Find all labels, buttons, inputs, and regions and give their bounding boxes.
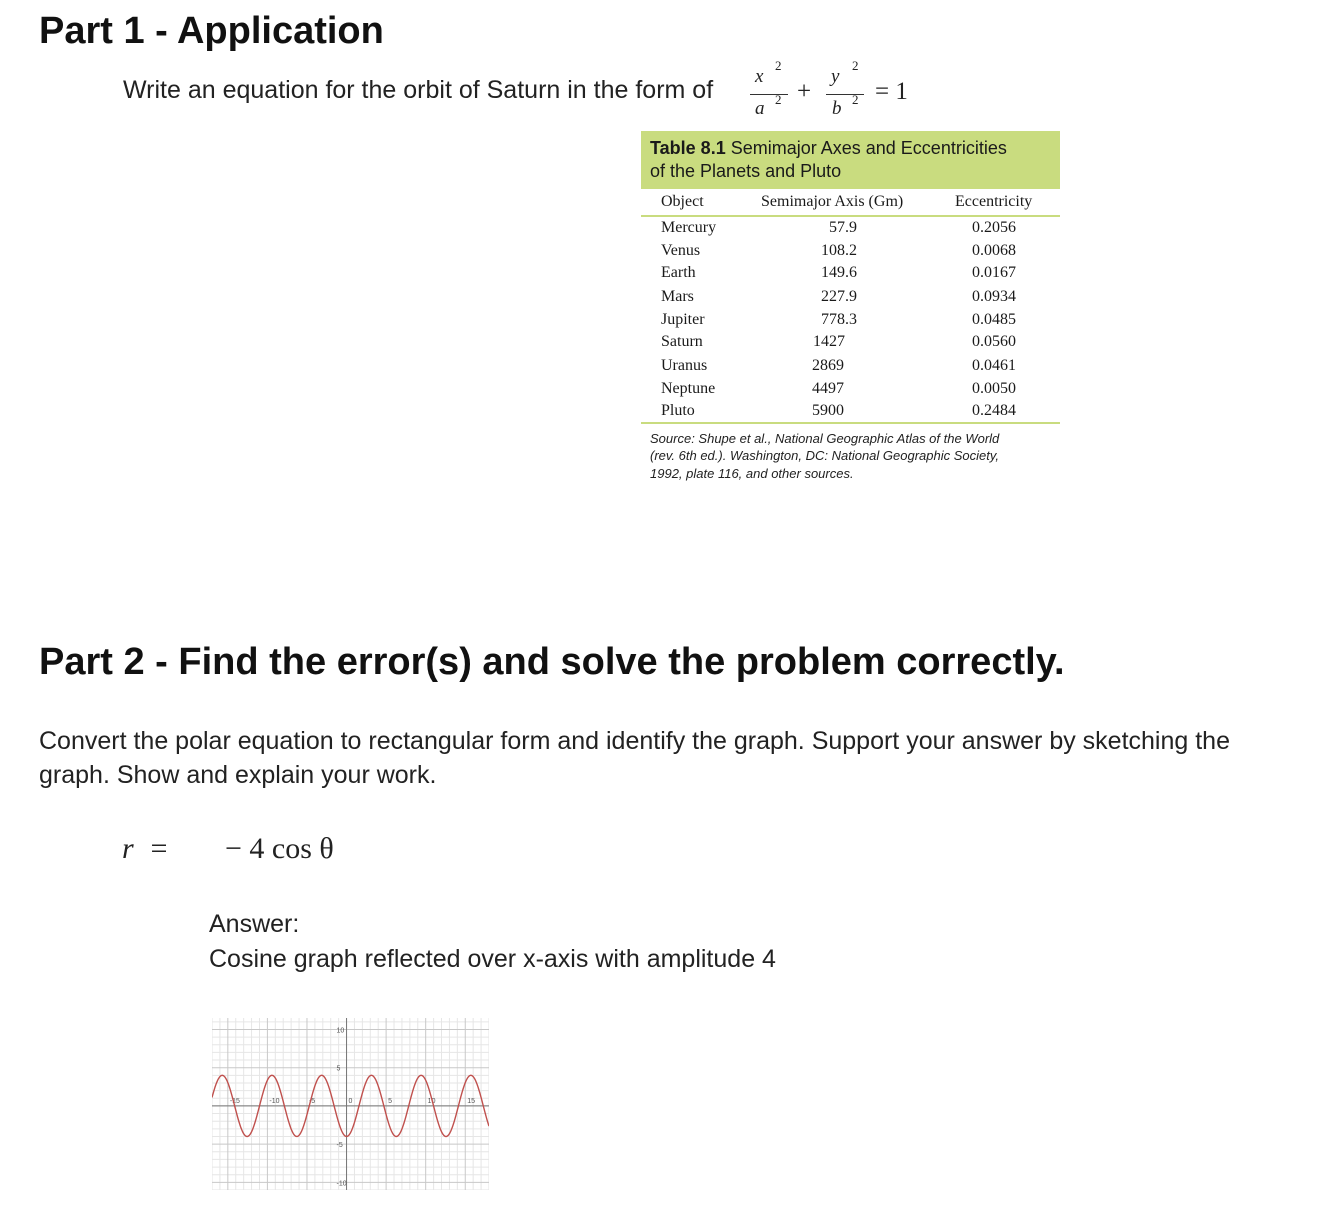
part2-title: Part 2 - Find the error(s) and solve the problem correctly. (39, 641, 1065, 683)
eq-equals-one: = 1 (875, 78, 908, 105)
polar-equation-lhs: r = (122, 832, 169, 865)
table-cell-eccentricity: 0.2484 (972, 402, 1016, 419)
table-caption-title: Semimajor Axes and Eccentricities (730, 138, 1007, 158)
table-source-line2: (rev. 6th ed.). Washington, DC: National Geographic Society, (650, 448, 1000, 463)
table-cell-eccentricity: 0.0068 (972, 242, 1016, 259)
y-tick-label: -5 (336, 1142, 343, 1150)
table-caption-line1 (650, 137, 1007, 160)
x-tick-label: -5 (308, 1097, 316, 1105)
table-cell-object: Saturn (661, 333, 703, 350)
part1-prompt: Write an equation for the orbit of Saturn in the form of (123, 76, 714, 104)
table-cell-axis: 778.3 (821, 311, 857, 328)
y-tick-label: -10 (336, 1180, 347, 1188)
table-cell-axis: 2869 (812, 357, 844, 374)
x-tick-label: 10 (427, 1097, 436, 1105)
table-cell-axis: 108.2 (821, 242, 857, 259)
eq-a-exp: 2 (775, 92, 782, 107)
answer-label: Answer: (209, 910, 300, 938)
table-cell-eccentricity: 0.0167 (972, 264, 1016, 281)
table-cell-object: Mars (661, 288, 694, 305)
part1-title: Part 1 - Application (39, 10, 384, 52)
table-cell-eccentricity: 0.2056 (972, 219, 1016, 236)
eq-y: y (831, 66, 840, 87)
x-tick-label: 15 (467, 1097, 476, 1105)
eq-plus: + (797, 78, 812, 105)
table-header-eccentricity: Eccentricity (955, 193, 1033, 210)
table-cell-object: Uranus (661, 357, 708, 374)
eq-fraction-bar-1 (750, 94, 788, 95)
eq-b: b (832, 98, 842, 119)
table-bottom-rule (641, 422, 1060, 424)
table-source-line3: 1992, plate 116, and other sources. (650, 466, 854, 481)
ellipse-equation (745, 58, 925, 118)
y-tick-label: 5 (336, 1065, 341, 1073)
table-cell-axis: 149.6 (821, 264, 857, 281)
x-tick-label: 0 (348, 1097, 353, 1105)
table-cell-axis: 4497 (812, 380, 844, 397)
eq-a: a (755, 98, 765, 119)
table-cell-axis: 227.9 (821, 288, 857, 305)
table-cell-eccentricity: 0.0934 (972, 288, 1016, 305)
table-cell-object: Pluto (661, 402, 695, 419)
x-tick-label: 5 (388, 1097, 393, 1105)
x-tick-label: -15 (229, 1097, 240, 1105)
table-header-object: Object (661, 193, 704, 210)
part2-prompt-line2: graph. Show and explain your work. (39, 761, 437, 789)
eq-x: x (755, 66, 764, 87)
table-cell-axis: 57.9 (829, 219, 857, 236)
table-cell-eccentricity: 0.0560 (972, 333, 1016, 350)
table-cell-eccentricity: 0.0485 (972, 311, 1016, 328)
polar-equation-rhs: − 4 cos θ (225, 832, 334, 865)
table-cell-object: Neptune (661, 380, 716, 397)
table-cell-axis: 1427 (813, 333, 845, 350)
table-cell-object: Mercury (661, 219, 717, 236)
graph-tick-labels (230, 1027, 475, 1187)
table-cell-axis: 5900 (812, 402, 844, 419)
table-source-line1: Source: Shupe et al., National Geographic Atlas of the World (650, 431, 1000, 446)
eq-y-exp: 2 (852, 58, 859, 73)
table-caption-line2: of the Planets and Pluto (650, 161, 842, 181)
answer-text: Cosine graph reflected over x-axis with amplitude 4 (209, 945, 776, 973)
table-caption-box (641, 131, 1060, 189)
y-tick-label: 10 (336, 1027, 345, 1035)
table-header-rule (641, 215, 1060, 217)
table-header-semimajor: Semimajor Axis (Gm) (761, 193, 904, 210)
table-caption-number: Table 8.1 (650, 138, 726, 158)
table-cell-eccentricity: 0.0461 (972, 357, 1016, 374)
eq-b-exp: 2 (852, 92, 859, 107)
eq-x-exp: 2 (775, 58, 782, 73)
table-cell-object: Venus (661, 242, 701, 259)
x-tick-label: -10 (269, 1097, 280, 1105)
cosine-graph (212, 1018, 489, 1190)
table-cell-object: Jupiter (661, 311, 705, 328)
part2-prompt-line1: Convert the polar equation to rectangular form and identify the graph. Support your answer by sketching the (39, 727, 1230, 755)
table-cell-eccentricity: 0.0050 (972, 380, 1016, 397)
table-cell-object: Earth (661, 264, 696, 281)
